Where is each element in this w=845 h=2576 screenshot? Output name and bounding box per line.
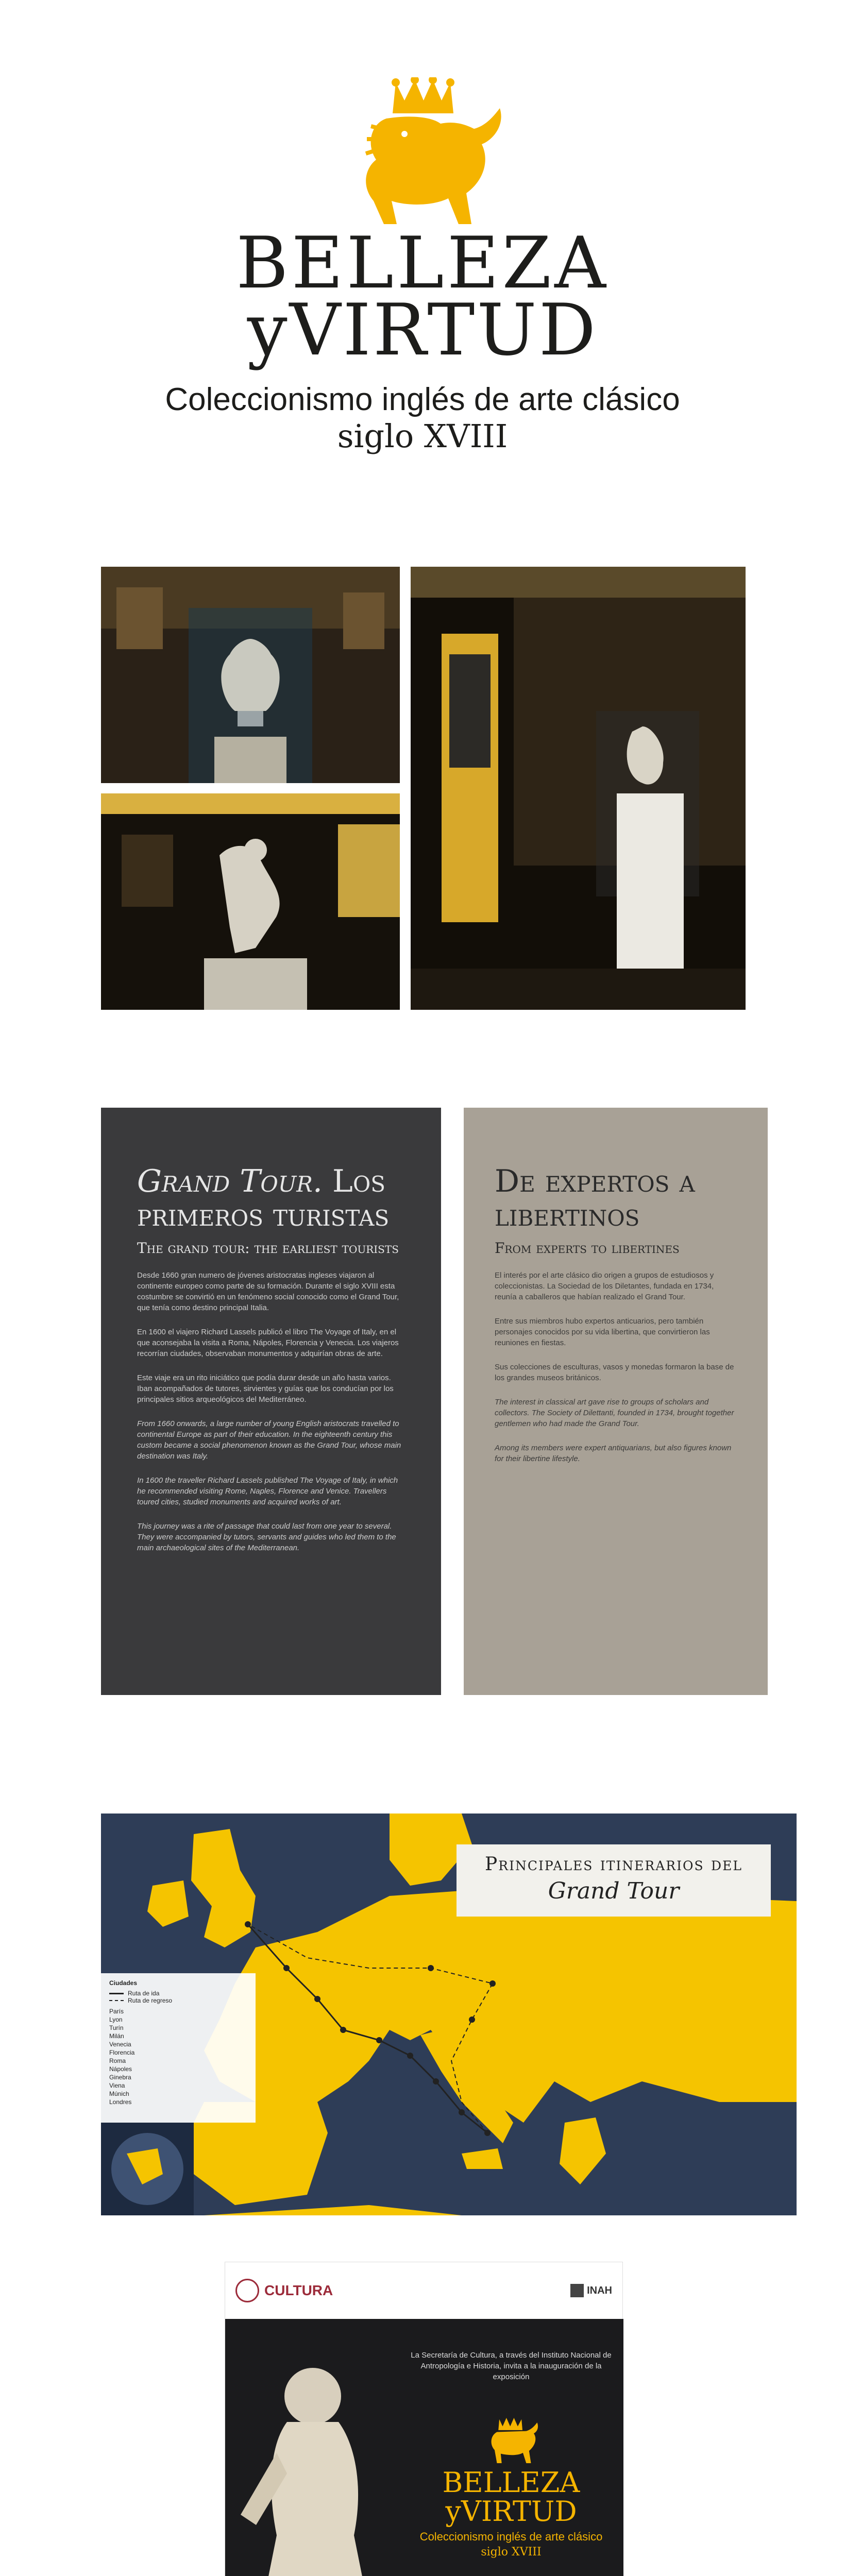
paragraph-en: In 1600 the traveller Richard Lassels published The Voyage of Italy, in which he recommended visiting Rome, Naples, Florence and Venice. Travellers toured cities, studied monuments and acquired works of art.	[137, 1476, 398, 1506]
legend-city-list	[109, 2007, 247, 2106]
invitation-century: siglo XVIII	[481, 2546, 542, 2558]
logo-century: siglo XVIII	[337, 417, 508, 455]
invitation-logo-line2: yVIRTUD	[445, 2495, 577, 2528]
invitation-intro: La Secretaría de Cultura, a través del Instituto Nacional de Antropología e Historia, invita a la inauguración de la exposición	[411, 2351, 612, 2381]
invitation-logo-line1: BELLEZA	[442, 2466, 580, 2499]
inah-logo-icon	[570, 2284, 584, 2297]
legend-label: Ruta de regreso	[128, 1997, 173, 2004]
legend-city: Ginebra	[109, 2074, 131, 2081]
legend-city: Viena	[109, 2082, 125, 2089]
legend-city: Nápoles	[109, 2065, 132, 2073]
route-dashed-icon	[109, 2000, 124, 2001]
legend-city: Venecia	[109, 2041, 131, 2048]
panel-grand-tour-title-italic: Grand Tour.	[137, 1163, 323, 1199]
panel-grand-tour-subtitle: The grand tour: the earliest tourists	[137, 1240, 399, 1257]
map-title-line1: Principales itinerarios del	[485, 1854, 742, 1875]
paragraph: En 1600 el viajero Richard Lassels publicó el libro The Voyage of Italy, en el que aconsejaba la visita a Roma, Nápoles, Florencia y Venecia. Los viajeros recorrían ciudades, observaban monumentos y adquirían obras de arte.	[137, 1328, 399, 1358]
panel-grand-tour	[101, 1108, 441, 1695]
panel-expertos-subtitle: From experts to libertines	[495, 1240, 680, 1257]
photo-discobolus	[101, 793, 400, 1010]
legend-city: Milán	[109, 2032, 124, 2040]
statue-apollo-image	[225, 2319, 395, 2576]
paragraph-en: Among its members were expert antiquarians, but also figures known for their libertine lifestyle.	[495, 1444, 732, 1463]
legend-label: Ruta de ida	[128, 1990, 160, 1997]
logo-title-line1: BELLEZA	[236, 222, 609, 304]
paragraph: Desde 1660 gran numero de jóvenes aristocratas ingleses viajaron al continente europeo como parte de su formación. Durante el siglo XVIII esta costumbre se convirtió en un fenómeno social conocido como el Grand Tour, que tenía como destino principal Italia.	[137, 1271, 399, 1312]
lion-crown-icon	[483, 2417, 539, 2464]
legend-city: Florencia	[109, 2049, 135, 2056]
legend-city: Múnich	[109, 2090, 129, 2097]
paragraph: Sus colecciones de esculturas, vasos y monedas formaron la base de los grandes museos británicos.	[495, 1363, 734, 1382]
legend-item	[109, 1997, 247, 2004]
paragraph: Entre sus miembros hubo expertos anticuarios, pero también personajes conocidos por su vida libertina, que convirtieron las reuniones en fiestas.	[495, 1317, 710, 1347]
invitation-header	[225, 2262, 622, 2319]
map-legend	[101, 1973, 256, 2123]
grand-tour-map	[101, 1814, 797, 2215]
paragraph: El interés por el arte clásico dio origen a grupos de estudiosos y coleccionistas. La Sociedad de los Diletantes, fundada en 1734, reunía a caballeros que habían realizado el Grand Tour.	[495, 1271, 714, 1301]
legend-item	[109, 1990, 247, 1997]
paragraph-en: From 1660 onwards, a large number of young English aristocrats travelled to continental Europe as part of their education. In the eighteenth century this custom became a social phenomenon known as the Grand Tour, whose main destination was Italy.	[137, 1419, 401, 1461]
invitation-body	[225, 2319, 623, 2576]
brand-header	[0, 0, 845, 515]
paragraph-en: The interest in classical art gave rise to groups of scholars and collectors. The Society of Dilettanti, founded in 1734, brought together gentlemen who had made the Grand Tour.	[495, 1398, 734, 1428]
map-title-line2: Grand Tour	[548, 1878, 680, 1904]
invitation-card	[225, 2262, 623, 2576]
paragraph: Este viaje era un rito iniciático que podía durar desde un año hasta varios. Iban acompañados de tutores, sirvientes y guías que los conducían por los principales sitios arqueológicos del Mediterráneo.	[137, 1374, 394, 1404]
panel-grand-tour-title	[137, 1164, 405, 1232]
panel-expertos	[464, 1108, 768, 1695]
cultura-label: CULTURA	[264, 2282, 333, 2298]
legend-city: París	[109, 2008, 124, 2015]
paragraph-en: This journey was a rite of passage that could last from one year to several. They were accompanied by tutors, servants and guides who led them to the main archaeological sites of the Mediterranean.	[137, 1522, 396, 1552]
legend-city: Londres	[109, 2098, 132, 2106]
panel-expertos-title: De expertos a libertinos	[495, 1163, 695, 1233]
logo-subtitle: Coleccionismo inglés de arte clásico	[165, 382, 680, 417]
photo-gallery-vase	[101, 567, 400, 783]
photo-exhibit-hall	[411, 567, 746, 1010]
legend-heading: Ciudades	[109, 1979, 138, 1987]
cultura-seal-icon	[235, 2279, 259, 2302]
inah-label: INAH	[587, 2284, 612, 2296]
legend-city: Lyon	[109, 2016, 123, 2023]
invitation-subtitle: Coleccionismo inglés de arte clásico	[419, 2530, 603, 2543]
cultura-brand	[235, 2279, 333, 2302]
inah-brand	[570, 2284, 612, 2297]
legend-city: Roma	[109, 2057, 126, 2064]
panel-grand-tour-title-rest: Los primeros turistas	[137, 1163, 390, 1233]
logo-title-line2: yVIRTUD	[247, 289, 598, 371]
route-line-icon	[109, 1993, 124, 1994]
legend-city: Turín	[109, 2024, 124, 2031]
lion-crown-icon	[335, 77, 510, 227]
map-title-box	[457, 1844, 771, 1917]
